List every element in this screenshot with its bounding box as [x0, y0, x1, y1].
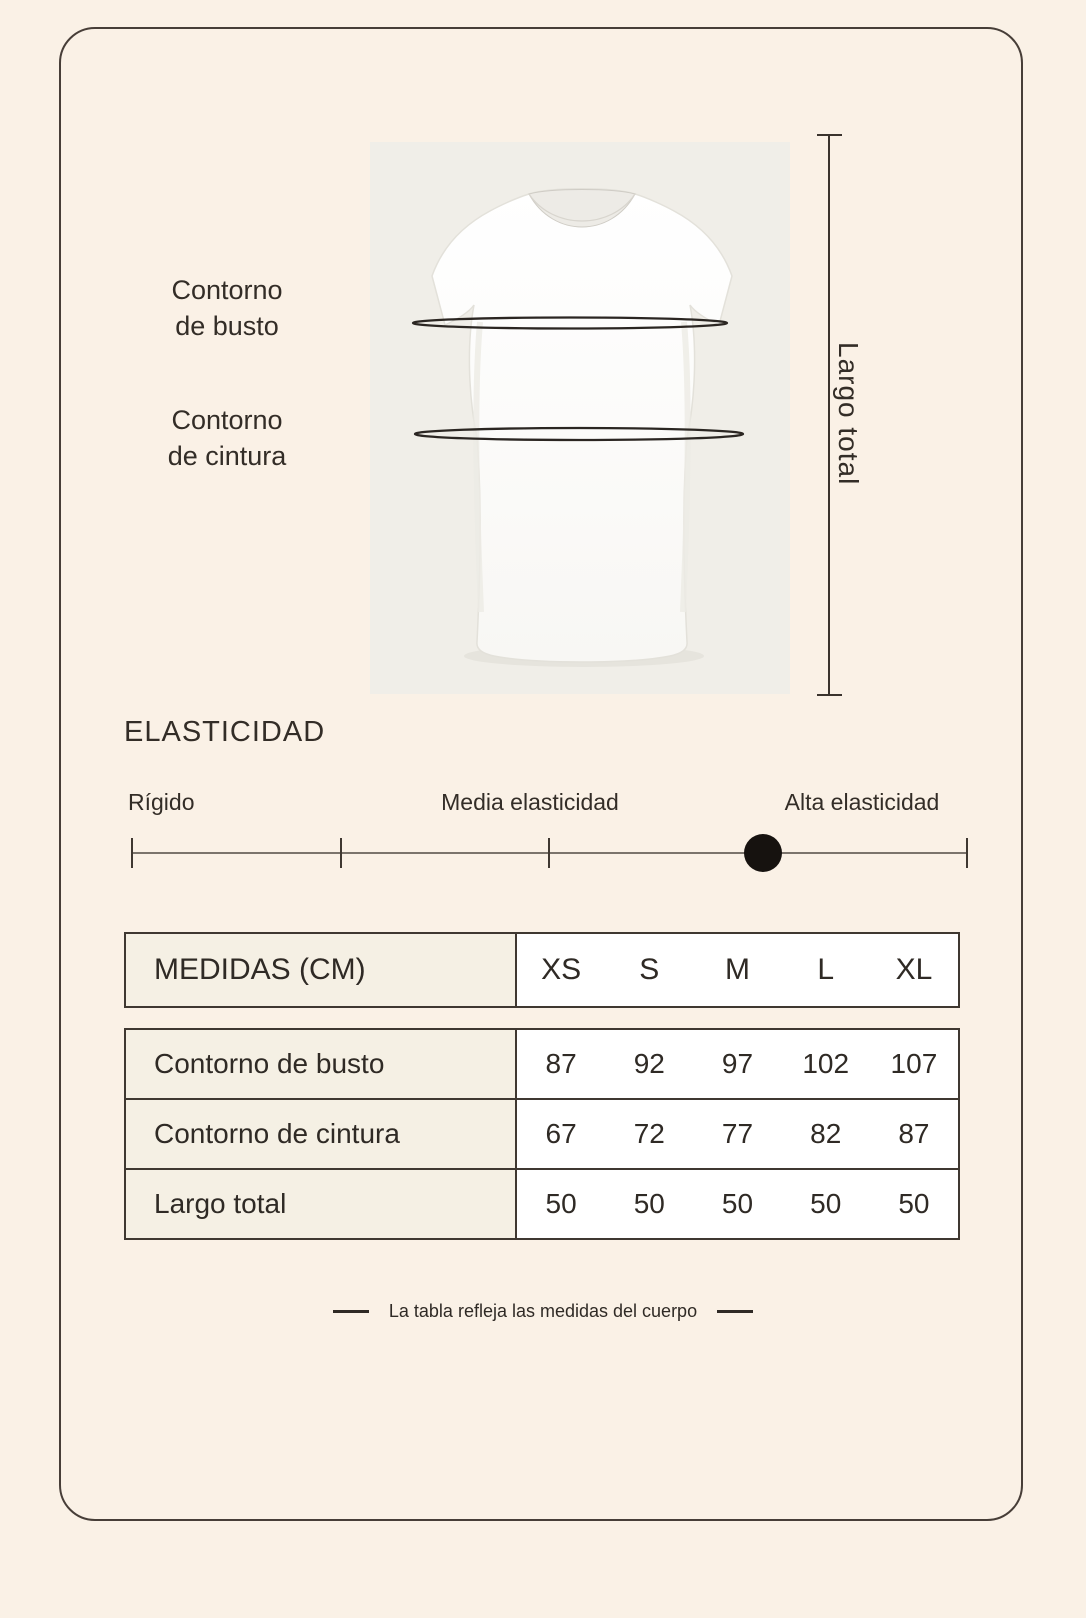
- value-cell: 50: [545, 1188, 577, 1219]
- elasticity-tick-1: [131, 838, 133, 868]
- elasticity-title: ELASTICIDAD: [124, 716, 326, 748]
- value-cell: 77: [721, 1118, 754, 1149]
- elasticity-tick-5: [966, 838, 968, 868]
- bust-label-line1: Contorno: [171, 275, 283, 305]
- elasticity-label-rigid: Rígido: [128, 789, 195, 815]
- value-cell: 50: [898, 1188, 930, 1219]
- waist-label-line2: de cintura: [167, 441, 287, 471]
- value-cell: 92: [633, 1048, 665, 1079]
- measures-header-cell: MEDIDAS (CM): [126, 934, 517, 1006]
- row-label-cell: Contorno de cintura: [126, 1100, 517, 1168]
- waist-label-line1: Contorno: [171, 405, 283, 435]
- size-column-l: L: [817, 953, 835, 986]
- waist-label: [118, 402, 336, 474]
- elasticity-label-high: Alta elasticidad: [784, 789, 940, 815]
- bust-label-line2: de busto: [175, 311, 279, 341]
- size-table-body: [124, 1028, 960, 1240]
- elasticity-label-medium: Media elasticidad: [441, 789, 619, 815]
- value-cell: 50: [721, 1188, 754, 1219]
- elasticity-indicator-dot: [744, 834, 782, 872]
- value-cell: 107: [890, 1048, 938, 1079]
- value-cell: 72: [633, 1118, 665, 1149]
- table-note: [0, 1301, 1086, 1322]
- elasticity-tick-3: [548, 838, 550, 868]
- value-cell: 102: [802, 1048, 850, 1079]
- value-cell: 82: [810, 1118, 842, 1149]
- value-cell: 87: [545, 1048, 577, 1079]
- length-label: Largo total: [833, 342, 864, 486]
- note-dash-right: [717, 1310, 753, 1313]
- value-cell: 50: [633, 1188, 665, 1219]
- table-row-length: [126, 1168, 958, 1238]
- table-row-bust: [126, 1030, 958, 1098]
- tshirt-image: [370, 142, 790, 694]
- size-columns: [517, 934, 958, 1006]
- bust-label: [118, 272, 336, 344]
- size-column-xs: XS: [541, 953, 582, 986]
- value-cell: 87: [898, 1118, 930, 1149]
- size-column-xl: XL: [895, 953, 933, 986]
- length-ruler-cap-top: [817, 134, 842, 136]
- value-cell: 50: [810, 1188, 842, 1219]
- value-cell: 97: [721, 1048, 754, 1079]
- table-row-waist: [126, 1098, 958, 1168]
- note-text: La tabla refleja las medidas del cuerpo: [388, 1301, 698, 1321]
- note-dash-left: [333, 1310, 369, 1313]
- value-cell: 67: [545, 1118, 577, 1149]
- length-ruler-cap-bottom: [817, 694, 842, 696]
- row-label-cell: Largo total: [126, 1170, 517, 1238]
- tshirt-illustration: [370, 142, 790, 694]
- size-table-header: [124, 932, 960, 1008]
- length-ruler-line: [828, 135, 830, 696]
- size-column-s: S: [639, 953, 660, 986]
- size-column-m: M: [725, 953, 750, 986]
- elasticity-tick-2: [340, 838, 342, 868]
- row-label-cell: Contorno de busto: [126, 1030, 517, 1098]
